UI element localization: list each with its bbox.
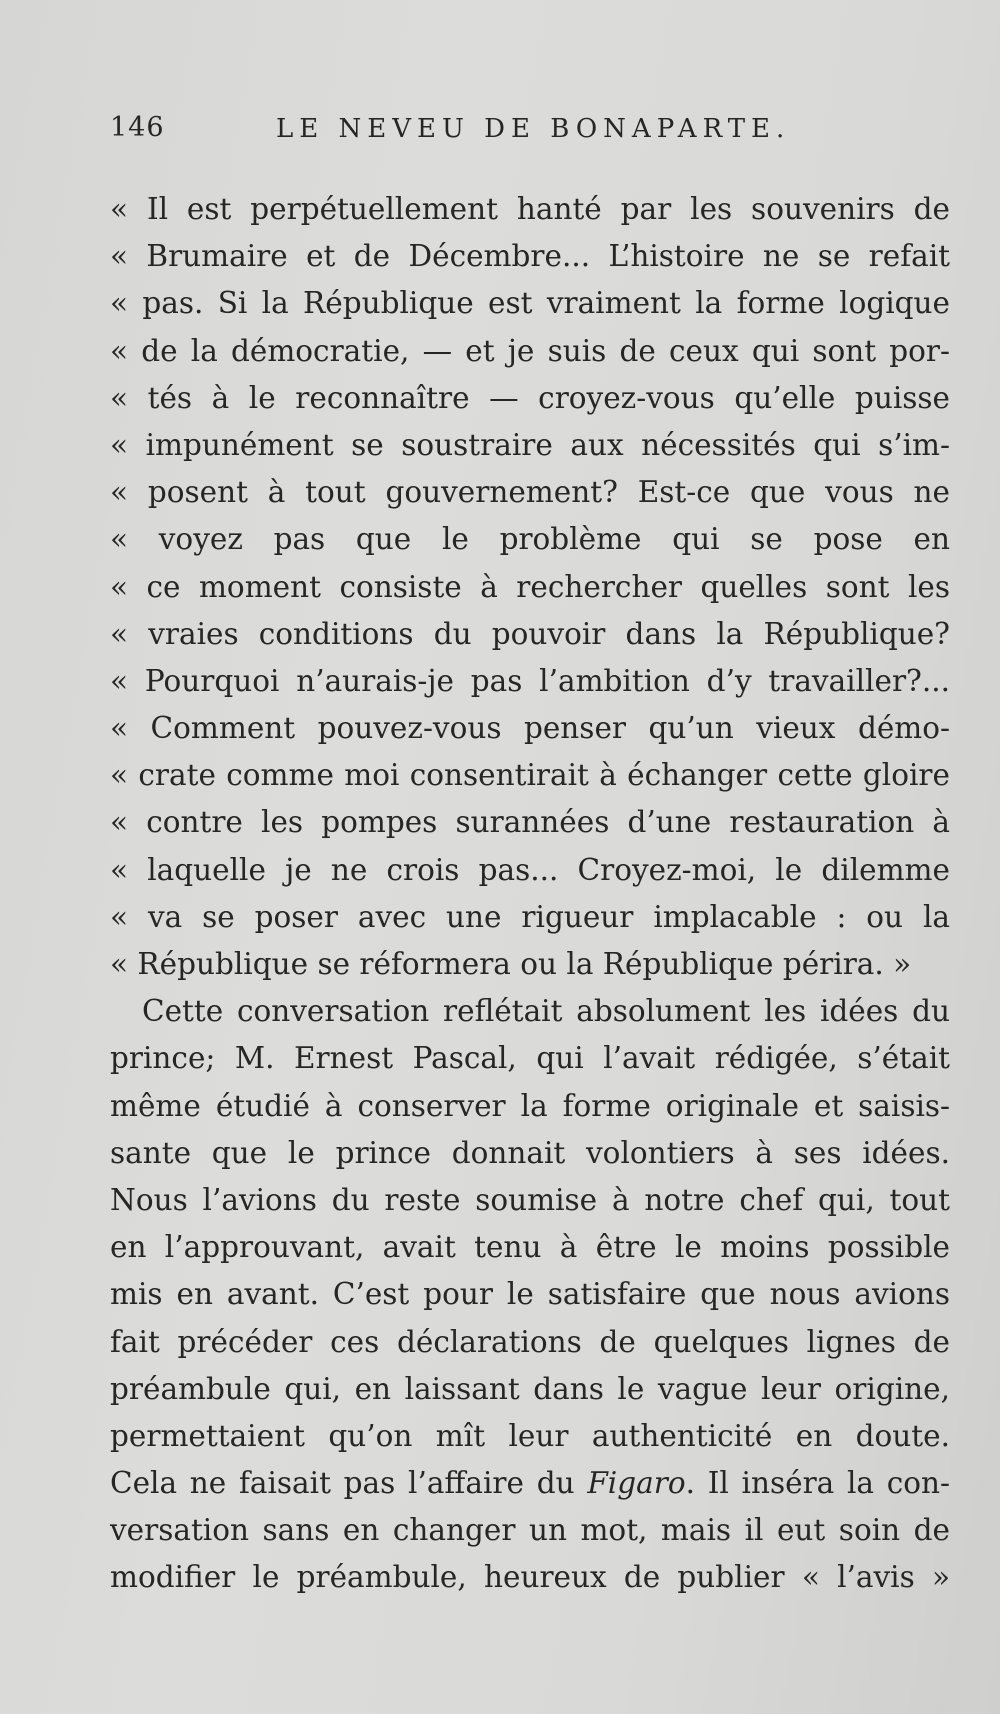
text-line-13: « crate comme moi consentirait à échanger cette gloire	[110, 758, 950, 793]
text-line-28-end: . Il inséra la con-	[685, 1466, 950, 1501]
text-line-25: fait précéder ces déclarations de quelques lignes de	[110, 1324, 950, 1359]
text-line-3: « pas. Si la République est vraiment la forme logique	[110, 286, 950, 321]
text-line-28	[110, 1460, 950, 1507]
text-line-19: prince; M. Ernest Pascal, qui l’avait rédigée, s’était	[110, 1041, 950, 1076]
text-line-12: « Comment pouvez-vous penser qu’un vieux démo-	[110, 711, 950, 746]
text-line-29: versation sans en changer un mot, mais il eut soin de	[110, 1513, 950, 1548]
text-line-17: « République se réformera ou la République périra. »	[110, 947, 912, 981]
running-title: LE NEVEU DE BONAPARTE.	[276, 114, 791, 144]
page-header	[110, 112, 910, 152]
text-line-28-start: Cela ne faisait pas l’affaire du	[110, 1466, 575, 1501]
text-line-24: mis en avant. C’est pour le satisfaire que nous avions	[110, 1277, 950, 1312]
figaro-italic: Figaro	[587, 1466, 686, 1501]
body-text	[110, 186, 950, 1602]
text-line-15: « laquelle je ne crois pas... Croyez-moi, le dilemme	[110, 852, 950, 887]
text-line-6: « impunément se soustraire aux nécessités qui s’im-	[110, 427, 950, 462]
text-line-9: « ce moment consiste à rechercher quelles sont les	[110, 569, 950, 604]
text-line-8: « voyez pas que le problème qui se pose en	[110, 522, 950, 557]
text-line-1: « Il est perpétuellement hanté par les souvenirs de	[110, 192, 950, 226]
text-line-22: Nous l’avions du reste soumise à notre chef qui, tout	[110, 1182, 950, 1217]
text-line-20: même étudié à conserver la forme originale et saisis-	[110, 1088, 950, 1123]
text-line-11: « Pourquoi n’aurais-je pas l’ambition d’y travailler?...	[110, 663, 950, 698]
text-line-4: « de la démocratie, — et je suis de ceux qui sont por-	[110, 333, 950, 368]
text-line-23: en l’approuvant, avait tenu à être le moins possible	[110, 1230, 950, 1265]
text-line-26: préambule qui, en laissant dans le vague leur origine,	[110, 1371, 950, 1406]
text-line-7: « posent à tout gouvernement? Est-ce que vous ne	[110, 475, 950, 510]
text-line-2: « Brumaire et de Décembre... L’histoire ne se refait	[110, 239, 950, 274]
text-line-21: sante que le prince donnait volontiers à ses idées.	[110, 1135, 950, 1170]
text-line-18: Cette conversation reflétait absolument les idées du	[142, 994, 950, 1029]
text-line-30: modifier le préambule, heureux de publier « l’avis »	[110, 1560, 950, 1595]
text-line-5: « tés à le reconnaître — croyez-vous qu’elle puisse	[110, 380, 950, 415]
page-number: 146	[110, 112, 165, 143]
text-line-10: « vraies conditions du pouvoir dans la République?	[110, 616, 950, 651]
text-line-27: permettaient qu’on mît leur authenticité en doute.	[110, 1418, 950, 1453]
text-line-16: « va se poser avec une rigueur implacable : ou la	[110, 899, 950, 934]
text-line-14: « contre les pompes surannées d’une restauration à	[110, 805, 950, 840]
